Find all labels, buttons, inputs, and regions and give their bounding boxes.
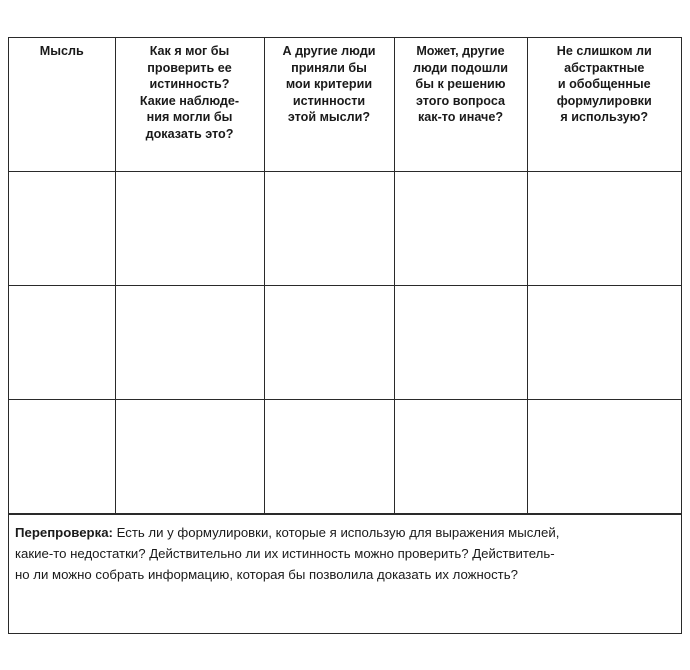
header-line: бы к решению bbox=[415, 77, 506, 92]
header-line: проверить ее bbox=[147, 60, 232, 75]
recheck-line bbox=[15, 522, 675, 543]
table-cell[interactable] bbox=[264, 399, 394, 513]
worksheet-table bbox=[9, 38, 681, 514]
header-verify-truth bbox=[115, 38, 264, 171]
recheck-label: Перепроверка: bbox=[15, 524, 113, 540]
recheck-line: какие-то недостатки? Действительно ли их истинность можно проверить? Действитель- bbox=[15, 545, 555, 561]
header-line: как-то иначе? bbox=[417, 110, 504, 125]
header-abstract-wording bbox=[527, 38, 681, 171]
recheck-line: но ли можно собрать информацию, которая бы позволила доказать их ложность? bbox=[15, 566, 518, 582]
header-line: Как я мог бы bbox=[149, 44, 230, 58]
table-row bbox=[9, 171, 681, 285]
header-line: я использую? bbox=[560, 110, 649, 125]
header-others-approach bbox=[394, 38, 527, 171]
header-line: этой мысли? bbox=[287, 110, 371, 125]
header-line: истинности bbox=[292, 93, 366, 108]
header-line: доказать это? bbox=[145, 126, 234, 141]
header-line: Может, другие bbox=[416, 44, 505, 58]
header-line: и обобщенные bbox=[557, 77, 651, 92]
table-cell[interactable] bbox=[264, 171, 394, 285]
table-cell[interactable] bbox=[115, 171, 264, 285]
header-others-criteria bbox=[264, 38, 394, 171]
header-line: Мысль bbox=[39, 44, 84, 58]
header-row bbox=[9, 38, 681, 171]
table-cell[interactable] bbox=[394, 171, 527, 285]
table-cell[interactable] bbox=[9, 171, 115, 285]
table-cell[interactable] bbox=[115, 399, 264, 513]
table-row bbox=[9, 285, 681, 399]
header-line: мои критерии bbox=[285, 77, 373, 92]
table-cell[interactable] bbox=[9, 285, 115, 399]
table-cell[interactable] bbox=[527, 399, 681, 513]
thought-check-worksheet bbox=[8, 37, 682, 634]
header-line: приняли бы bbox=[291, 60, 367, 75]
header-line: А другие люди bbox=[282, 44, 376, 58]
header-line: формулировки bbox=[556, 93, 652, 108]
table-cell[interactable] bbox=[527, 285, 681, 399]
table-row bbox=[9, 399, 681, 513]
table-cell[interactable] bbox=[394, 285, 527, 399]
table-cell[interactable] bbox=[264, 285, 394, 399]
header-line: Какие наблюде- bbox=[139, 93, 240, 108]
header-line: люди подошли bbox=[413, 60, 508, 75]
header-line: Не слишком ли bbox=[556, 44, 652, 58]
table-cell[interactable] bbox=[527, 171, 681, 285]
table-cell[interactable] bbox=[9, 399, 115, 513]
header-line: ния могли бы bbox=[146, 110, 233, 125]
header-thought bbox=[9, 38, 115, 171]
header-line: истинность? bbox=[149, 77, 230, 92]
header-line: абстрактные bbox=[564, 60, 645, 75]
header-line: этого вопроса bbox=[415, 93, 505, 108]
recheck-section bbox=[9, 514, 681, 633]
table-cell[interactable] bbox=[394, 399, 527, 513]
recheck-text: Есть ли у формулировки, которые я использую для выражения мыслей, bbox=[112, 524, 560, 540]
table-cell[interactable] bbox=[115, 285, 264, 399]
